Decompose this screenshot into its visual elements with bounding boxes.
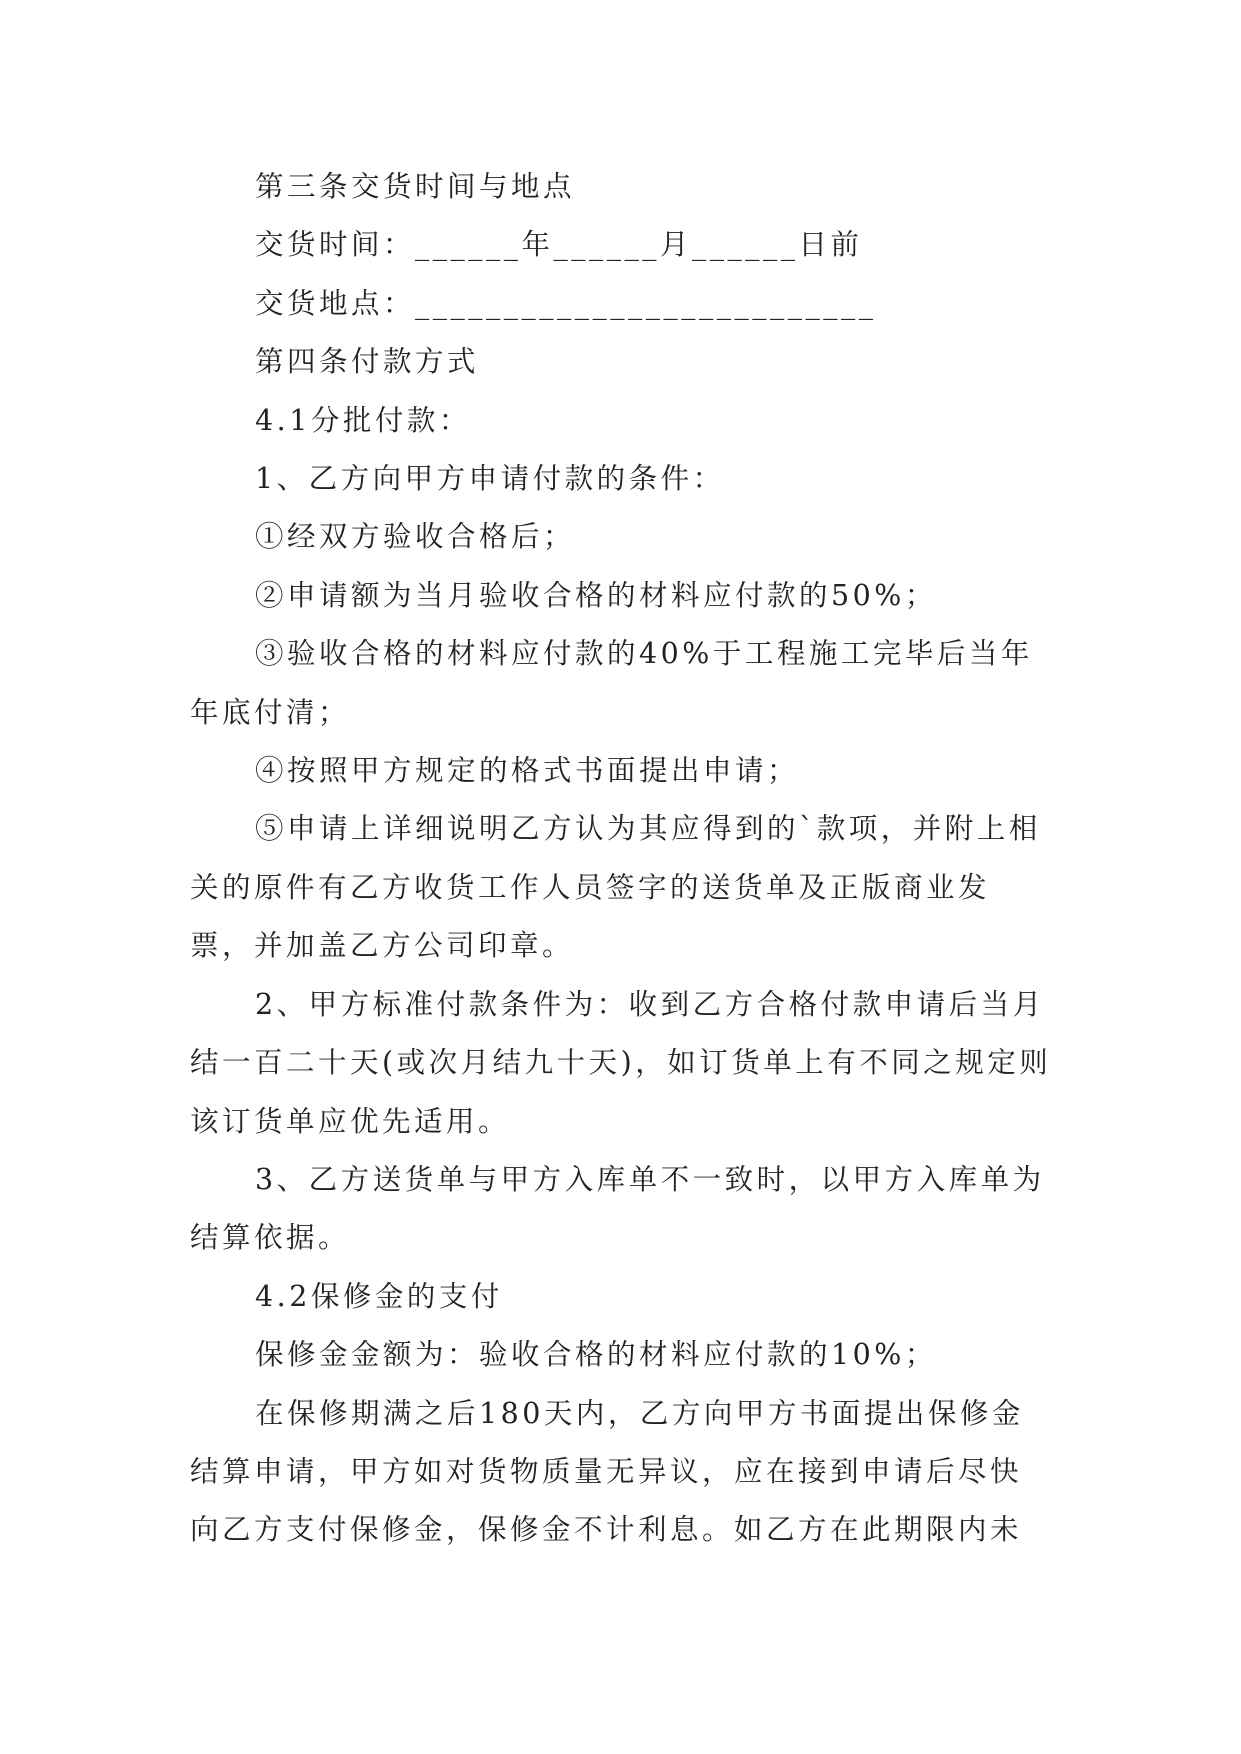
- section-4-heading: 第四条付款方式: [255, 345, 480, 379]
- clause-4-2-heading: 4.2保修金的支付: [255, 1279, 503, 1313]
- condition-3: ③验收合格的材料应付款的40%于工程施工完毕后当年年底付清；: [190, 637, 1033, 729]
- delivery-place-line: 交货地点：__________________________: [255, 286, 877, 320]
- condition-2: ②申请额为当月验收合格的材料应付款的50%；: [255, 578, 937, 612]
- delivery-time-line: 交货时间：______年______月______日前: [255, 228, 863, 262]
- warranty-amount-line: 保修金金额为：验收合格的材料应付款的10%；: [255, 1338, 937, 1372]
- condition-4: ④按照甲方规定的格式书面提出申请；: [255, 754, 800, 788]
- condition-5: ⑤申请上详细说明乙方认为其应得到的`款项，并附上相关的原件有乙方收货工作人员签字的送货单及正版商业发票，并加盖乙方公司印章。: [190, 812, 1041, 963]
- section-3-heading: 第三条交货时间与地点: [255, 170, 576, 203]
- document-body: [190, 158, 1052, 1560]
- clause-4-1-heading: 4.1分批付款：: [255, 403, 471, 437]
- item-2-payment-terms: 2、甲方标准付款条件为：收到乙方合格付款申请后当月结一百二十天(或次月结九十天)，如订货单上有不同之规定则该订货单应优先适用。: [190, 987, 1052, 1138]
- item-1-conditions: 1、乙方向甲方申请付款的条件：: [255, 462, 725, 496]
- warranty-payment-paragraph: 在保修期满之后180天内，乙方向甲方书面提出保修金结算申请，甲方如对货物质量无异议，应在接到申请后尽快向乙方支付保修金，保修金不计利息。如乙方在此期限内未: [190, 1396, 1024, 1547]
- condition-1: ①经双方验收合格后；: [255, 520, 576, 554]
- item-3-settlement-basis: 3、乙方送货单与甲方入库单不一致时，以甲方入库单为结算依据。: [190, 1162, 1045, 1255]
